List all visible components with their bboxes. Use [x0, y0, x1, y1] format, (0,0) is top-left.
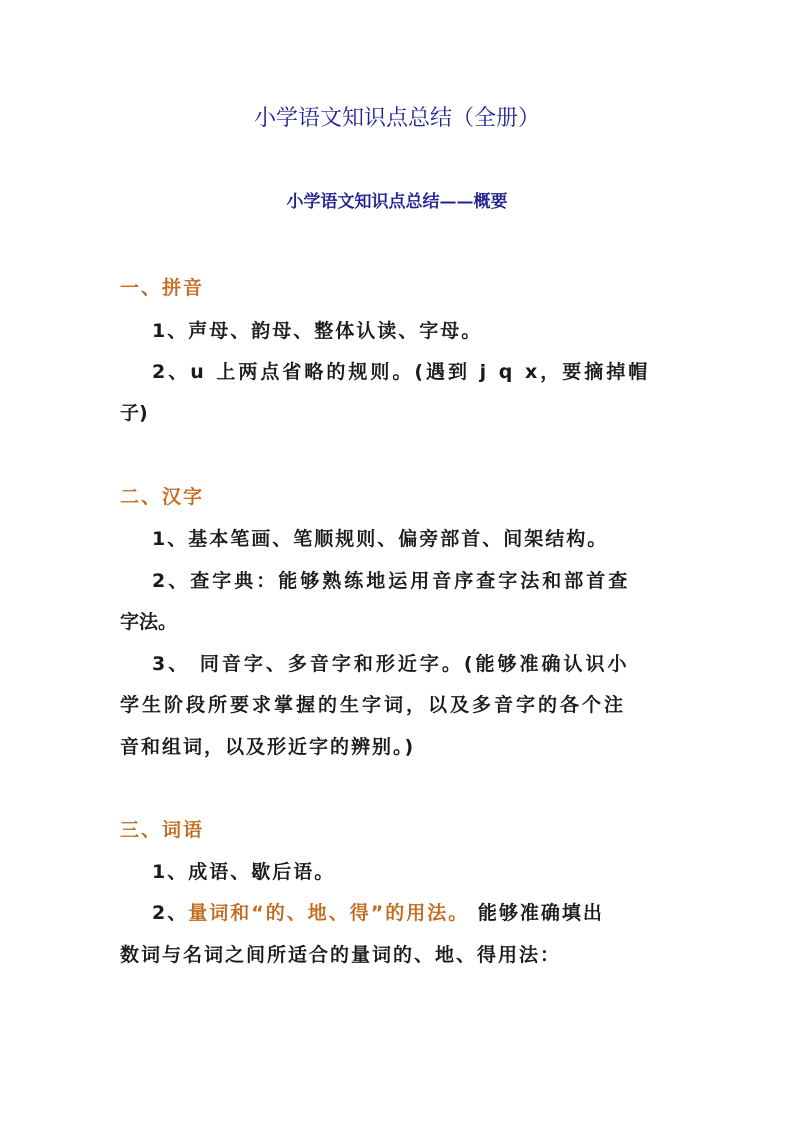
paragraph-line: 2、查字典：能够熟练地运用音序查字法和部首查 — [152, 570, 631, 592]
highlighted-text: 量词和“的、地、得”的用法。 — [188, 902, 470, 924]
paragraph-line: 1、基本笔画、笔顺规则、偏旁部首、间架结构。 — [152, 528, 609, 550]
paragraph-line: 学生阶段所要求掌握的生字词，以及多音字的各个注 — [120, 694, 627, 716]
paragraph-line-with-highlight — [152, 898, 672, 925]
paragraph-line: 字法。 — [120, 611, 178, 633]
item-number: 2、 — [152, 902, 189, 924]
paragraph-line: 1、成语、歇后语。 — [152, 861, 336, 883]
paragraph-line: 子) — [120, 402, 148, 424]
paragraph-line: 3、 同音字、多音字和形近字。(能够准确认识小 — [152, 653, 630, 675]
section-heading-ciyu: 三、词语 — [120, 819, 205, 841]
paragraph-line: 1、声母、韵母、整体认读、字母。 — [152, 320, 483, 342]
section-heading-hanzi: 二、汉字 — [120, 486, 205, 508]
paragraph-line: 2、u 上两点省略的规则。(遇到 j q x，要摘掉帽 — [152, 361, 651, 383]
paragraph-line: 数词与名词之间所适合的量词的、地、得用法： — [120, 944, 562, 966]
document-title: 小学语文知识点总结（全册） — [253, 106, 540, 131]
paragraph-text: 能够准确填出 — [469, 902, 604, 924]
paragraph-line: 音和组词，以及形近字的辨别。) — [120, 736, 416, 758]
document-subtitle: 小学语文知识点总结——概要 — [286, 192, 508, 212]
section-heading-pinyin: 一、拼音 — [120, 277, 205, 299]
